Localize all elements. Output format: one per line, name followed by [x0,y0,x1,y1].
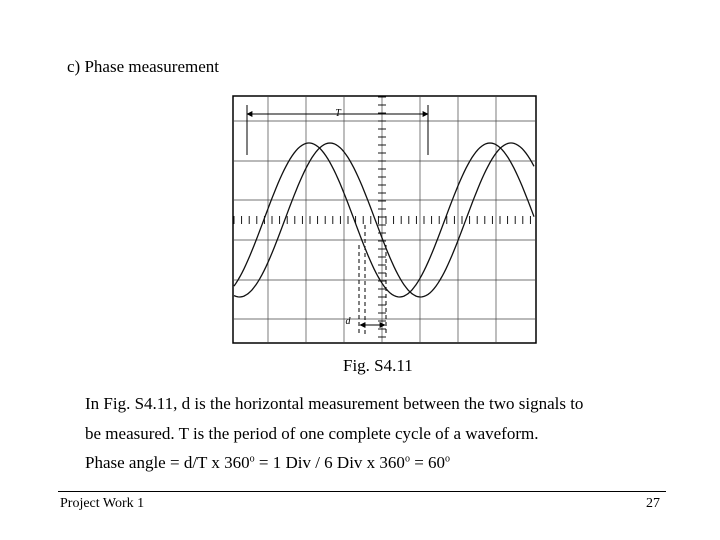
body-line-1: In Fig. S4.11, d is the horizontal measurement between the two signals to [85,394,584,413]
degree-mark-2: o [404,453,410,465]
footer-rule [58,491,666,492]
section-heading: c) Phase measurement [67,57,219,76]
phase-label: d [345,316,351,327]
scope-screen-border [233,96,536,343]
footer-course-title: Project Work 1 [60,496,145,511]
page-number: 27 [646,496,660,511]
figure-caption: Fig. S4.11 [343,356,413,375]
oscilloscope-figure [232,95,537,345]
degree-mark-1: o [249,453,255,465]
degree-mark-3: o [445,453,451,465]
formula-text-1: Phase angle = d/T x 360 [85,453,250,472]
formula-text-2: = 1 Div / 6 Div x 360 [254,453,405,472]
body-line-2: be measured. T is the period of one complete cycle of a waveform. [85,424,539,443]
formula-text-3: = 60 [409,453,446,472]
body-line-3 [85,453,705,473]
period-label: T [335,108,341,119]
